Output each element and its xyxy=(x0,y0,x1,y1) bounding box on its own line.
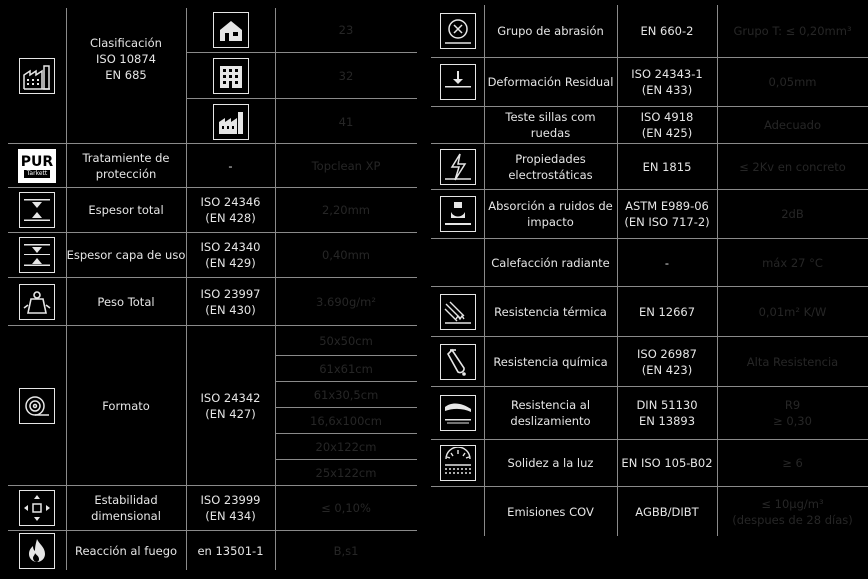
wear-layer-icon xyxy=(19,237,55,273)
spec-value: 0,05mm xyxy=(768,75,817,89)
classification-label: Clasificación ISO 10874 EN 685 xyxy=(90,35,162,82)
spec-label: Deformación Residual xyxy=(487,75,614,89)
spec-label: Resistencia al deslizamiento xyxy=(510,398,591,428)
spec-label: Solidez a la luz xyxy=(507,456,594,470)
right-row-6 xyxy=(431,239,868,287)
industrial-building-icon xyxy=(19,58,55,94)
spec-label: Calefacción radiante xyxy=(491,255,610,270)
pur-tarkett-icon: PUR Tarkett xyxy=(18,149,56,183)
classification-value-3: 41 xyxy=(338,114,354,129)
dimensional-stability-norm: ISO 23999 (EN 434) xyxy=(200,493,261,523)
dimensional-stability-value: ≤ 0,10% xyxy=(321,501,371,515)
spec-norm: AGBB/DIBT xyxy=(635,504,699,519)
fire-reaction-label: Reacción al fuego xyxy=(74,543,178,558)
right-row-3 xyxy=(431,107,868,144)
fire-reaction-row xyxy=(8,531,417,570)
left-spec-table xyxy=(8,8,417,570)
dimensional-stability-label: Estabilidad dimensional xyxy=(91,493,161,523)
format-label: Formato xyxy=(102,398,150,413)
protection-treatment-norm: - xyxy=(228,158,233,173)
impact-noise-icon xyxy=(440,196,476,232)
total-thickness-norm: ISO 24346 (EN 428) xyxy=(200,195,261,225)
thickness-icon xyxy=(19,192,55,228)
format-value-4: 16,6x100cm xyxy=(275,408,417,434)
spec-norm: EN ISO 105-B02 xyxy=(621,456,713,470)
factory-icon xyxy=(213,104,249,140)
total-thickness-row xyxy=(8,188,417,233)
fire-icon xyxy=(19,533,55,569)
thermal-resistance-icon xyxy=(440,294,476,330)
spec-value: Adecuado xyxy=(763,118,822,132)
right-row-9 xyxy=(431,387,868,440)
format-value-6: 25x122cm xyxy=(315,466,377,480)
format-norm: ISO 24342 (EN 427) xyxy=(200,390,261,421)
classification-value-2: 32 xyxy=(338,68,354,83)
protection-treatment-label: Tratamiente de protección xyxy=(82,150,170,181)
spec-label: Absorción a ruidos de impacto xyxy=(488,199,613,229)
office-building-icon xyxy=(213,58,249,94)
fire-reaction-norm: en 13501-1 xyxy=(197,543,264,558)
total-thickness-value: 2,20mm xyxy=(321,203,370,217)
dimensional-stability-row xyxy=(8,486,417,531)
total-weight-value: 3.690g/m² xyxy=(316,294,376,309)
format-value-2: 61x61cm xyxy=(275,356,417,382)
right-row-8 xyxy=(431,337,868,387)
spec-norm: ISO 4918 (EN 425) xyxy=(640,110,694,140)
format-value-3: 61x30,5cm xyxy=(275,382,417,408)
right-row-7 xyxy=(431,287,868,337)
spec-norm: EN 12667 xyxy=(638,304,696,319)
classification-sub-3 xyxy=(186,99,417,144)
wear-layer-value: 0,40mm xyxy=(321,248,370,262)
right-row-4 xyxy=(431,144,868,190)
spec-norm: EN 1815 xyxy=(642,159,692,174)
right-row-11 xyxy=(431,487,868,536)
chemical-resistance-icon xyxy=(440,344,476,380)
spec-norm: DIN 51130 EN 13893 xyxy=(636,398,698,428)
spec-norm: ISO 26987 (EN 423) xyxy=(637,346,697,377)
total-thickness-label: Espesor total xyxy=(88,203,164,217)
protection-treatment-row xyxy=(8,144,417,188)
slip-resistance-icon xyxy=(440,395,476,431)
light-fastness-icon xyxy=(440,445,476,481)
spec-value: 2dB xyxy=(781,207,804,221)
spec-value: 0,01m² K/W xyxy=(758,304,827,319)
weight-icon xyxy=(19,284,55,320)
total-weight-norm: ISO 23997 (EN 430) xyxy=(200,286,261,317)
fire-reaction-value: B,s1 xyxy=(333,543,359,558)
roll-icon xyxy=(19,388,55,424)
spec-value: R9 ≥ 0,30 xyxy=(773,398,812,428)
spec-label: Resistencia térmica xyxy=(494,304,607,319)
right-row-2 xyxy=(431,58,868,107)
wear-layer-norm: ISO 24340 (EN 429) xyxy=(200,240,261,270)
house-icon xyxy=(213,12,249,48)
spec-norm: - xyxy=(664,255,670,270)
spec-label: Propiedades electrostáticas xyxy=(508,151,593,182)
protection-treatment-value: Topclean XP xyxy=(311,158,381,173)
spec-label: Resistencia química xyxy=(493,354,608,369)
wear-layer-row xyxy=(8,233,417,278)
spec-value: máx 27 °C xyxy=(762,255,823,270)
abrasion-icon xyxy=(440,13,476,49)
spec-value: Grupo T: ≤ 0,20mm³ xyxy=(733,24,852,38)
right-row-10 xyxy=(431,440,868,487)
dimensional-stability-icon xyxy=(19,490,55,526)
right-spec-table xyxy=(431,0,868,579)
electrostatic-icon xyxy=(440,149,476,185)
spec-value: Alta Resistencia xyxy=(746,354,839,369)
total-weight-label: Peso Total xyxy=(97,294,155,309)
format-value-1: 50x50cm xyxy=(275,326,417,356)
right-row-5 xyxy=(431,190,868,239)
spec-value: ≤ 10μg/m³ (despues de 28 días) xyxy=(732,496,853,527)
format-value-5: 20x122cm xyxy=(275,434,417,460)
residual-deformation-icon xyxy=(440,64,476,100)
classification-value-1: 23 xyxy=(338,23,354,37)
spec-norm: ASTM E989-06 (EN ISO 717-2) xyxy=(624,199,710,229)
spec-value: ≤ 2Kv en concreto xyxy=(739,159,846,174)
classification-sub-1 xyxy=(186,8,417,53)
format-row xyxy=(8,326,417,486)
right-row-1 xyxy=(431,5,868,58)
classification-sub-2 xyxy=(186,53,417,99)
classification-row xyxy=(8,8,417,144)
spec-label: Teste sillas com ruedas xyxy=(505,110,596,140)
wear-layer-label: Espesor capa de uso xyxy=(66,248,186,262)
spec-value: ≥ 6 xyxy=(782,456,803,470)
spec-label: Grupo de abrasión xyxy=(497,24,604,38)
spec-label: Emisiones COV xyxy=(507,504,594,519)
spec-norm: EN 660-2 xyxy=(640,24,694,38)
total-weight-row xyxy=(8,278,417,326)
spec-norm: ISO 24343-1 (EN 433) xyxy=(631,67,703,97)
